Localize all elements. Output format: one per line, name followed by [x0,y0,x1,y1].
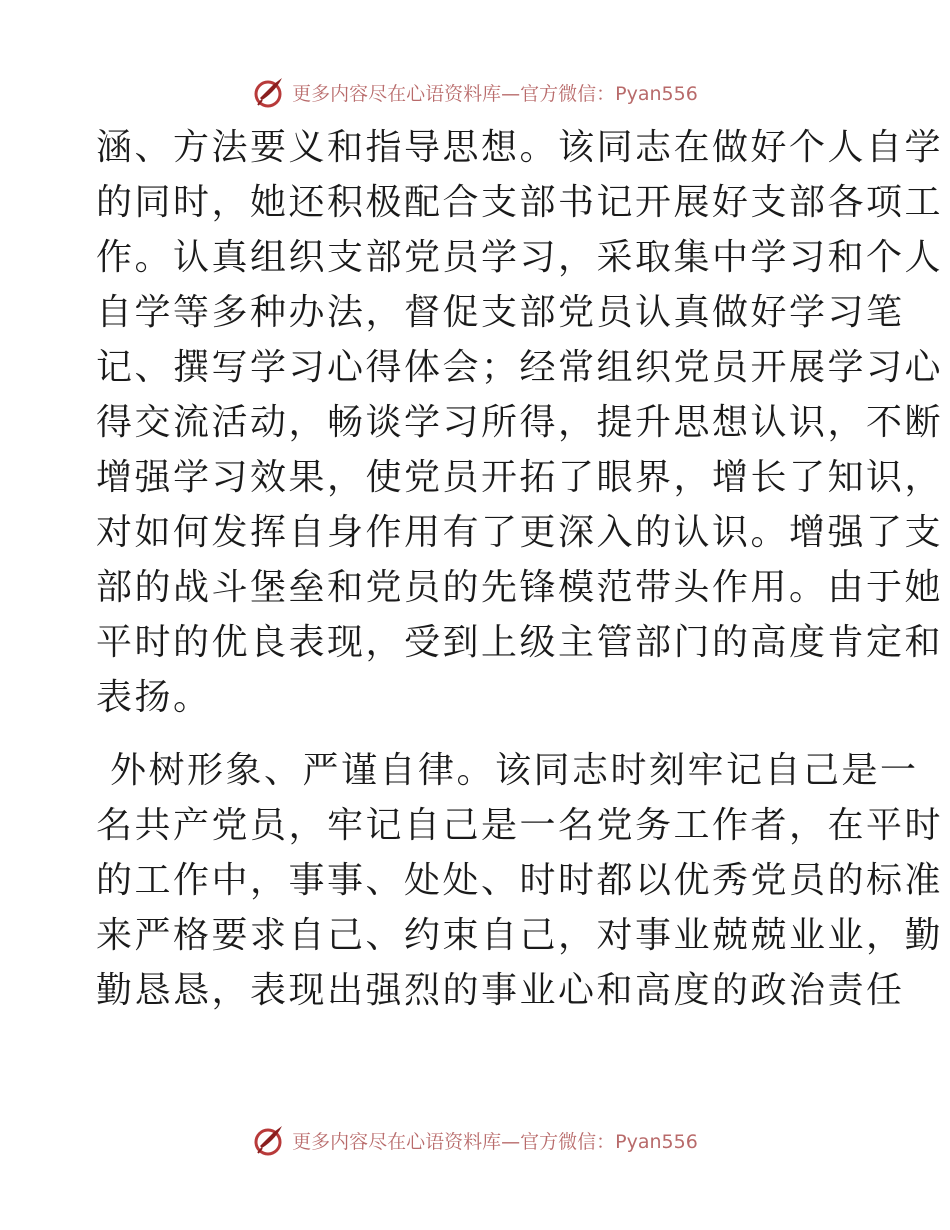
text-line: 勤恳恳，表现出强烈的事业心和高度的政治责任 [96,970,905,1011]
header-watermark-text: 更多内容尽在心语资料库—官方微信：Pyan556 [292,82,698,105]
text-line: 名共产党员，牢记自己是一名党务工作者，在平时 [96,805,944,846]
text-line: 作。认真组织支部党员学习，采取集中学习和个人 [96,237,944,278]
quill-logo-icon [252,74,288,110]
text-line: 增强学习效果，使党员开拓了眼界，增长了知识， [96,457,944,498]
footer-watermark-banner [0,1120,950,1160]
text-line: 外树形象、严谨自律。该同志时刻牢记自己是一 [96,750,919,791]
text-line: 得交流活动，畅谈学习所得，提升思想认识，不断 [96,402,944,443]
paragraph-1 [96,120,944,725]
footer-watermark-text: 更多内容尽在心语资料库—官方微信：Pyan556 [292,1130,698,1153]
text-line: 部的战斗堡垒和党员的先锋模范带头作用。由于她 [96,567,944,608]
quill-logo-icon [252,1122,288,1158]
text-line: 的工作中，事事、处处、时时都以优秀党员的标准 [96,860,944,901]
text-line: 表扬。 [96,677,212,718]
document-body [96,120,944,1018]
paragraph-2 [96,743,944,1018]
header-watermark-banner [0,72,950,112]
text-line: 平时的优良表现，受到上级主管部门的高度肯定和 [96,622,944,663]
text-line: 对如何发挥自身作用有了更深入的认识。增强了支 [96,512,944,553]
text-line: 记、撰写学习心得体会；经常组织党员开展学习心 [96,347,944,388]
text-line: 自学等多种办法，督促支部党员认真做好学习笔 [96,292,905,333]
text-line: 涵、方法要义和指导思想。该同志在做好个人自学 [96,127,944,168]
text-line: 的同时，她还积极配合支部书记开展好支部各项工 [96,182,944,223]
text-line: 来严格要求自己、约束自己，对事业兢兢业业，勤 [96,915,944,956]
